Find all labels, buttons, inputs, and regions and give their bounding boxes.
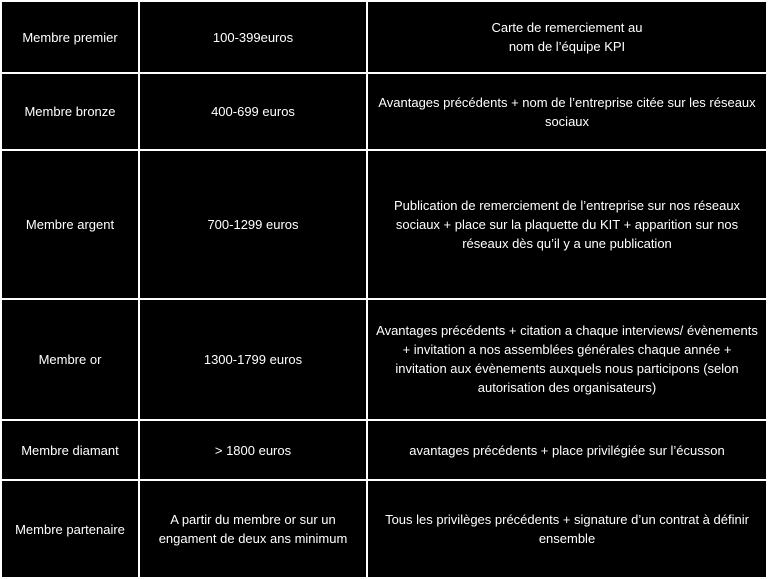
table-row: [2, 481, 766, 577]
tier-perks-text: Carte de remerciement au nom de l’équipe KPI: [491, 20, 643, 55]
tier-perks: Tous les privilèges précédents + signature d’un contrat à définir ensemble: [368, 481, 766, 577]
tier-price: 100-399euros: [140, 2, 366, 72]
tier-perks: avantages précédents + place privilégiée sur l’écusson: [368, 421, 766, 479]
tier-price-text: A partir du membre or sur un engament de deux ans minimum: [158, 512, 348, 547]
tier-price: > 1800 euros: [140, 421, 366, 479]
tier-perks: [368, 2, 766, 72]
table-row: [2, 151, 766, 298]
tier-name: Membre premier: [2, 2, 138, 72]
table-row: [2, 421, 766, 479]
tier-perks: Avantages précédents + citation a chaque interviews/ évènements + invitation a nos assemblées générales chaque année + invitation aux évènements auxquels nous participons (selon autorisation des organisateurs): [368, 300, 766, 419]
tier-price: 400-699 euros: [140, 74, 366, 149]
table-row: [2, 300, 766, 419]
tier-name: Membre or: [2, 300, 138, 419]
tier-price: [140, 481, 366, 577]
tier-name: Membre partenaire: [2, 481, 138, 577]
tier-name: Membre argent: [2, 151, 138, 298]
tier-name: Membre bronze: [2, 74, 138, 149]
tier-name: Membre diamant: [2, 421, 138, 479]
table-row: [2, 2, 766, 72]
tier-price: 700-1299 euros: [140, 151, 366, 298]
tier-perks: Publication de remerciement de l’entreprise sur nos réseaux sociaux + place sur la plaquette du KIT + apparition sur nos réseaux dès qu’il y a une publication: [368, 151, 766, 298]
tier-price: 1300-1799 euros: [140, 300, 366, 419]
tier-perks: Avantages précédents + nom de l’entreprise citée sur les réseaux sociaux: [368, 74, 766, 149]
table-row: [2, 74, 766, 149]
